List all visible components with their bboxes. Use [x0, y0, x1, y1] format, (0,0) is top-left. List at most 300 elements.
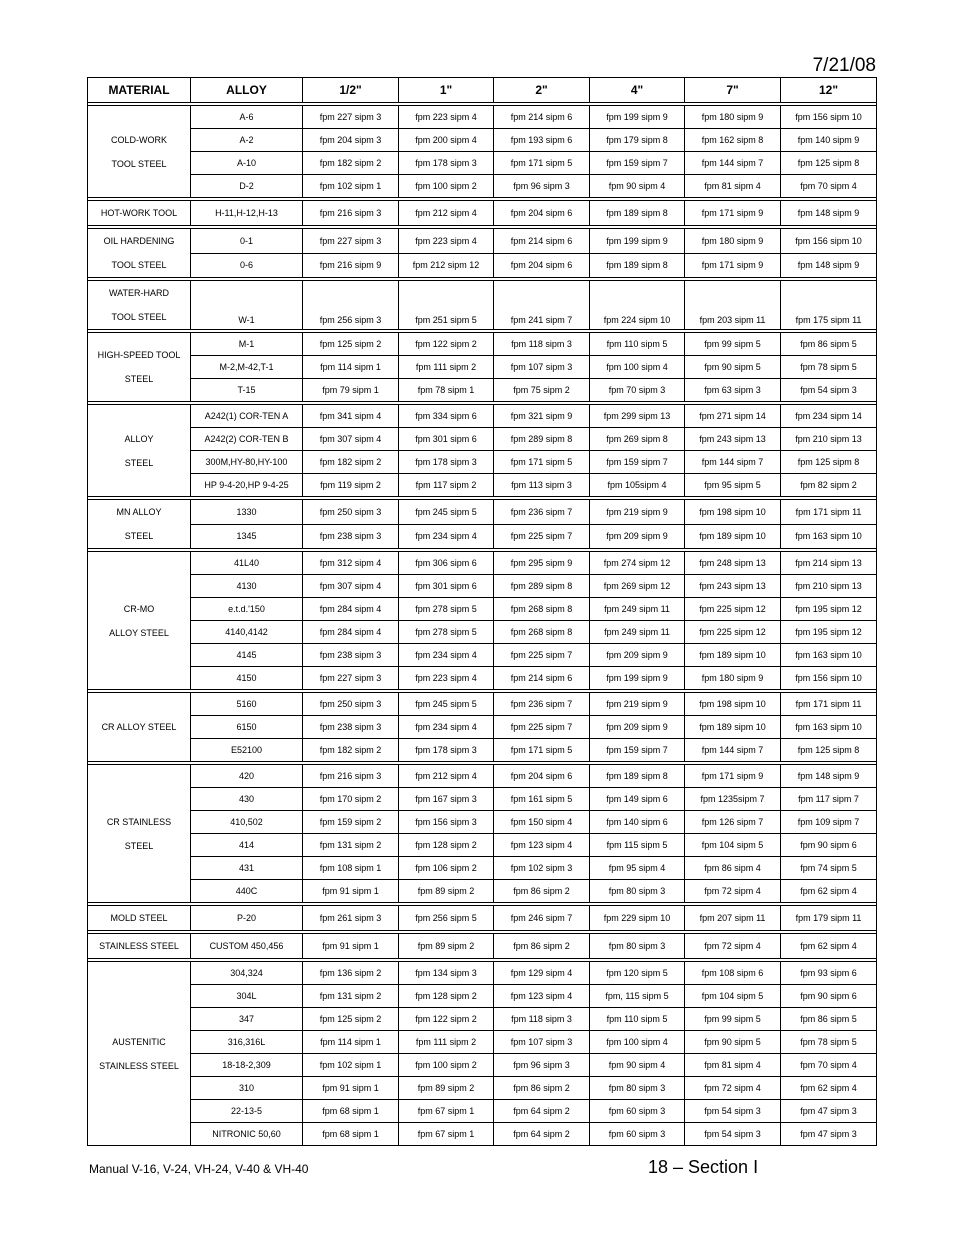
- column-header-2-inch: 2": [494, 78, 590, 103]
- speed-cell: fpm 307 sipm 4: [303, 428, 399, 451]
- table-row: [88, 1077, 877, 1100]
- speed-cell: fpm 171 sipm 9: [685, 253, 781, 278]
- speed-cell: fpm 140 sipm 9: [781, 129, 877, 152]
- speed-cell: fpm 214 sipm 6: [494, 106, 590, 129]
- speed-cell: fpm 225 sipm 7: [494, 644, 590, 667]
- speed-cell: fpm 163 sipm 10: [781, 644, 877, 667]
- speed-cell: fpm 86 sipm 5: [781, 1008, 877, 1031]
- alloy-cell: 310: [191, 1077, 303, 1100]
- alloy-cell: A-6: [191, 106, 303, 129]
- speed-cell: fpm 182 sipm 2: [303, 739, 399, 762]
- speed-cell: fpm 178 sipm 3: [399, 739, 494, 762]
- material-cell: [88, 229, 191, 278]
- speed-cell: fpm 245 sipm 5: [399, 693, 494, 716]
- table-row: [88, 667, 877, 690]
- table-row: [88, 129, 877, 152]
- speed-cell: fpm 102 sipm 1: [303, 1054, 399, 1077]
- footer-page-number: 18 – Section I: [648, 1157, 759, 1177]
- alloy-cell: 304L: [191, 985, 303, 1008]
- speed-cell: fpm 118 sipm 3: [494, 1008, 590, 1031]
- speed-cell: fpm 108 sipm 1: [303, 857, 399, 880]
- speed-cell: fpm 234 sipm 4: [399, 644, 494, 667]
- material-cell: [88, 962, 191, 1146]
- speed-cell: fpm 47 sipm 3: [781, 1100, 877, 1123]
- table-row: [88, 934, 877, 959]
- speed-cell: fpm 199 sipm 9: [590, 667, 685, 690]
- speed-cell: fpm 189 sipm 8: [590, 765, 685, 788]
- speed-cell: fpm 96 sipm 3: [494, 1054, 590, 1077]
- alloy-cell: 4145: [191, 644, 303, 667]
- speed-cell: fpm 117 sipm 2: [399, 474, 494, 497]
- speed-cell: fpm 120 sipm 5: [590, 962, 685, 985]
- speed-cell: fpm 111 sipm 2: [399, 356, 494, 379]
- speed-cell: fpm 99 sipm 5: [685, 333, 781, 356]
- speed-cell: fpm 268 sipm 8: [494, 621, 590, 644]
- speed-cell: fpm 284 sipm 4: [303, 621, 399, 644]
- speed-cell: fpm 189 sipm 10: [685, 716, 781, 739]
- alloy-cell: HP 9-4-20,HP 9-4-25: [191, 474, 303, 497]
- speed-cell: fpm 104 sipm 5: [685, 834, 781, 857]
- speed-cell: fpm 99 sipm 5: [685, 1008, 781, 1031]
- speed-cell: fpm 229 sipm 10: [590, 906, 685, 931]
- speed-cell: fpm 110 sipm 5: [590, 1008, 685, 1031]
- speed-cell: fpm 334 sipm 6: [399, 405, 494, 428]
- speed-cell: fpm 307 sipm 4: [303, 575, 399, 598]
- speed-cell: fpm 91 sipm 1: [303, 1077, 399, 1100]
- table-row: [88, 880, 877, 903]
- speed-cell: fpm 189 sipm 10: [685, 644, 781, 667]
- table-header-row: [88, 78, 877, 103]
- speed-cell: fpm 175 sipm 11: [781, 281, 877, 330]
- speed-cell: fpm 200 sipm 4: [399, 129, 494, 152]
- alloy-cell: 0-1: [191, 229, 303, 254]
- material-name-line: STEEL: [124, 374, 154, 384]
- speed-cell: fpm 90 sipm 5: [685, 356, 781, 379]
- speed-cell: fpm 207 sipm 11: [685, 906, 781, 931]
- table-row: [88, 524, 877, 549]
- speed-cell: fpm 249 sipm 11: [590, 598, 685, 621]
- speed-cell: fpm 234 sipm 4: [399, 524, 494, 549]
- alloy-cell: 300M,HY-80,HY-100: [191, 451, 303, 474]
- alloy-cell: 431: [191, 857, 303, 880]
- alloy-cell: A242(1) COR-TEN A: [191, 405, 303, 428]
- alloy-cell: A242(2) COR-TEN B: [191, 428, 303, 451]
- material-cell: [88, 333, 191, 402]
- material-name-line: COLD-WORK: [111, 134, 167, 145]
- speed-cell: fpm 180 sipm 9: [685, 229, 781, 254]
- table-row: [88, 428, 877, 451]
- table-row: [88, 1123, 877, 1146]
- speed-cell: fpm 126 sipm 7: [685, 811, 781, 834]
- speed-cell: fpm 54 sipm 3: [781, 379, 877, 402]
- speed-cell: fpm 125 sipm 8: [781, 152, 877, 175]
- speed-cell: fpm 90 sipm 6: [781, 985, 877, 1008]
- speed-cell: fpm 278 sipm 5: [399, 598, 494, 621]
- table-row: [88, 333, 877, 356]
- speed-cell: fpm 81 sipm 4: [685, 1054, 781, 1077]
- alloy-cell: CUSTOM 450,456: [191, 934, 303, 959]
- speed-cell: fpm 119 sipm 2: [303, 474, 399, 497]
- speed-cell: fpm 250 sipm 3: [303, 500, 399, 525]
- speed-cell: fpm 72 sipm 4: [685, 934, 781, 959]
- speed-cell: fpm 62 sipm 4: [781, 880, 877, 903]
- speed-cell: fpm 123 sipm 4: [494, 985, 590, 1008]
- table-row: [88, 693, 877, 716]
- speed-cell: fpm 234 sipm 4: [399, 716, 494, 739]
- alloy-cell: 1345: [191, 524, 303, 549]
- speed-cell: fpm 67 sipm 1: [399, 1100, 494, 1123]
- material-name-line: CR ALLOY STEEL: [101, 722, 177, 732]
- table-row: [88, 405, 877, 428]
- table-row: [88, 857, 877, 880]
- cutting-speed-table: [87, 77, 877, 1146]
- speed-cell: fpm 219 sipm 9: [590, 500, 685, 525]
- speed-cell: fpm 219 sipm 9: [590, 693, 685, 716]
- speed-cell: fpm 72 sipm 4: [685, 1077, 781, 1100]
- speed-cell: fpm 341 sipm 4: [303, 405, 399, 428]
- material-name-line: HIGH-SPEED TOOL: [97, 350, 181, 360]
- speed-cell: fpm 212 sipm 4: [399, 201, 494, 226]
- material-cell: [88, 500, 191, 549]
- speed-cell: fpm 64 sipm 2: [494, 1100, 590, 1123]
- speed-cell: fpm 199 sipm 9: [590, 106, 685, 129]
- material-name-line: TOOL STEEL: [111, 312, 167, 322]
- material-name-line: WATER-HARD: [109, 288, 169, 298]
- material-cell: [88, 552, 191, 690]
- speed-cell: fpm 161 sipm 5: [494, 788, 590, 811]
- speed-cell: fpm 163 sipm 10: [781, 716, 877, 739]
- alloy-cell: M-2,M-42,T-1: [191, 356, 303, 379]
- speed-cell: fpm 1235sipm 7: [685, 788, 781, 811]
- speed-cell: fpm 54 sipm 3: [685, 1123, 781, 1146]
- speed-cell: fpm 234 sipm 14: [781, 405, 877, 428]
- material-name-line: MN ALLOY: [116, 507, 162, 517]
- alloy-cell: 5160: [191, 693, 303, 716]
- speed-cell: fpm 209 sipm 9: [590, 716, 685, 739]
- table-row: [88, 1031, 877, 1054]
- speed-cell: fpm 256 sipm 5: [399, 906, 494, 931]
- table-row: [88, 739, 877, 762]
- speed-cell: fpm 90 sipm 4: [590, 175, 685, 198]
- speed-cell: fpm 91 sipm 1: [303, 880, 399, 903]
- speed-cell: fpm 111 sipm 2: [399, 1031, 494, 1054]
- column-header-7-inch: 7": [685, 78, 781, 103]
- speed-cell: fpm 210 sipm 13: [781, 575, 877, 598]
- speed-cell: fpm 74 sipm 5: [781, 857, 877, 880]
- speed-cell: fpm 204 sipm 6: [494, 765, 590, 788]
- speed-cell: fpm 198 sipm 10: [685, 693, 781, 716]
- speed-cell: fpm 204 sipm 6: [494, 253, 590, 278]
- speed-cell: fpm 159 sipm 7: [590, 739, 685, 762]
- material-cell: [88, 693, 191, 762]
- speed-cell: fpm 60 sipm 3: [590, 1123, 685, 1146]
- alloy-cell: 0-6: [191, 253, 303, 278]
- speed-cell: fpm 269 sipm 8: [590, 428, 685, 451]
- speed-cell: fpm 269 sipm 12: [590, 575, 685, 598]
- speed-cell: fpm 156 sipm 10: [781, 106, 877, 129]
- speed-cell: fpm 125 sipm 8: [781, 451, 877, 474]
- speed-cell: fpm 156 sipm 10: [781, 667, 877, 690]
- speed-cell: fpm 214 sipm 6: [494, 667, 590, 690]
- table-row: [88, 474, 877, 497]
- material-cell: [88, 765, 191, 903]
- speed-cell: fpm 216 sipm 9: [303, 253, 399, 278]
- speed-cell: fpm 80 sipm 3: [590, 1077, 685, 1100]
- material-name-line: STEEL: [124, 457, 154, 468]
- alloy-cell: D-2: [191, 175, 303, 198]
- speed-cell: fpm 144 sipm 7: [685, 152, 781, 175]
- material-cell: [88, 106, 191, 198]
- speed-cell: fpm 134 sipm 3: [399, 962, 494, 985]
- speed-cell: fpm 90 sipm 6: [781, 834, 877, 857]
- alloy-cell: 4130: [191, 575, 303, 598]
- speed-cell: fpm 227 sipm 3: [303, 106, 399, 129]
- speed-cell: fpm 128 sipm 2: [399, 985, 494, 1008]
- speed-cell: fpm 189 sipm 8: [590, 253, 685, 278]
- speed-cell: fpm 79 sipm 1: [303, 379, 399, 402]
- speed-cell: fpm 193 sipm 6: [494, 129, 590, 152]
- speed-cell: fpm 47 sipm 3: [781, 1123, 877, 1146]
- table-row: [88, 962, 877, 985]
- speed-cell: fpm 106 sipm 2: [399, 857, 494, 880]
- material-cell: [88, 906, 191, 931]
- column-header-4-inch: 4": [590, 78, 685, 103]
- speed-cell: fpm 109 sipm 7: [781, 811, 877, 834]
- speed-cell: fpm 289 sipm 8: [494, 575, 590, 598]
- speed-cell: fpm 96 sipm 3: [494, 175, 590, 198]
- speed-cell: fpm 178 sipm 3: [399, 152, 494, 175]
- speed-cell: fpm 171 sipm 5: [494, 739, 590, 762]
- table-row: [88, 451, 877, 474]
- speed-cell: fpm 78 sipm 1: [399, 379, 494, 402]
- speed-cell: fpm 89 sipm 2: [399, 934, 494, 959]
- speed-cell: fpm 150 sipm 4: [494, 811, 590, 834]
- speed-cell: fpm 110 sipm 5: [590, 333, 685, 356]
- material-name-line: AUSTENITIC: [112, 1036, 166, 1047]
- speed-cell: fpm 159 sipm 7: [590, 451, 685, 474]
- speed-cell: fpm 70 sipm 4: [781, 1054, 877, 1077]
- speed-cell: fpm 170 sipm 2: [303, 788, 399, 811]
- speed-cell: fpm 70 sipm 4: [781, 175, 877, 198]
- material-name-line: ALLOY STEEL: [109, 627, 169, 638]
- footer-manual-title: Manual V-16, V-24, VH-24, V-40 & VH-40: [89, 1162, 309, 1176]
- alloy-cell: 41L40: [191, 552, 303, 575]
- speed-cell: fpm 78 sipm 5: [781, 1031, 877, 1054]
- alloy-cell: 18-18-2,309: [191, 1054, 303, 1077]
- table-row: [88, 500, 877, 525]
- speed-cell: fpm 249 sipm 11: [590, 621, 685, 644]
- speed-cell: fpm 171 sipm 5: [494, 152, 590, 175]
- speed-cell: fpm 86 sipm 5: [781, 333, 877, 356]
- alloy-cell: A-10: [191, 152, 303, 175]
- speed-cell: fpm 100 sipm 4: [590, 1031, 685, 1054]
- table-row: [88, 379, 877, 402]
- table-row: [88, 552, 877, 575]
- speed-cell: fpm 312 sipm 4: [303, 552, 399, 575]
- speed-cell: fpm 163 sipm 10: [781, 524, 877, 549]
- speed-cell: fpm 284 sipm 4: [303, 598, 399, 621]
- speed-cell: fpm 248 sipm 13: [685, 552, 781, 575]
- speed-cell: fpm 105sipm 4: [590, 474, 685, 497]
- table-row: [88, 644, 877, 667]
- table-row: [88, 1008, 877, 1031]
- column-header-alloy: ALLOY: [191, 78, 303, 103]
- speed-cell: fpm 89 sipm 2: [399, 1077, 494, 1100]
- table-row: [88, 906, 877, 931]
- speed-cell: fpm 159 sipm 2: [303, 811, 399, 834]
- speed-cell: fpm 238 sipm 3: [303, 524, 399, 549]
- speed-cell: fpm 149 sipm 6: [590, 788, 685, 811]
- material-name-line: HOT-WORK TOOL: [100, 208, 178, 218]
- speed-cell: fpm 227 sipm 3: [303, 667, 399, 690]
- column-header-1-inch: 1": [399, 78, 494, 103]
- material-cell: [88, 405, 191, 497]
- speed-cell: fpm 131 sipm 2: [303, 985, 399, 1008]
- speed-cell: fpm 299 sipm 13: [590, 405, 685, 428]
- alloy-cell: 1330: [191, 500, 303, 525]
- speed-cell: fpm 236 sipm 7: [494, 500, 590, 525]
- speed-cell: fpm 80 sipm 3: [590, 880, 685, 903]
- speed-cell: fpm 171 sipm 11: [781, 693, 877, 716]
- document-date: 7/21/08: [812, 55, 876, 76]
- alloy-cell: 4140,4142: [191, 621, 303, 644]
- speed-cell: fpm 178 sipm 3: [399, 451, 494, 474]
- speed-cell: fpm 68 sipm 1: [303, 1100, 399, 1123]
- material-cell: [88, 281, 191, 330]
- table-row: [88, 716, 877, 739]
- speed-cell: fpm 82 sipm 2: [781, 474, 877, 497]
- speed-cell: fpm 204 sipm 3: [303, 129, 399, 152]
- speed-cell: fpm 225 sipm 12: [685, 598, 781, 621]
- material-name-line: STEEL: [124, 840, 154, 851]
- speed-cell: fpm 189 sipm 10: [685, 524, 781, 549]
- speed-cell: fpm 189 sipm 8: [590, 201, 685, 226]
- alloy-cell: 316,316L: [191, 1031, 303, 1054]
- material-name-line: STAINLESS STEEL: [99, 1060, 179, 1071]
- speed-cell: fpm 198 sipm 10: [685, 500, 781, 525]
- speed-cell: fpm 67 sipm 1: [399, 1123, 494, 1146]
- speed-cell: fpm 90 sipm 5: [685, 1031, 781, 1054]
- alloy-cell: H-11,H-12,H-13: [191, 201, 303, 226]
- speed-cell: fpm 136 sipm 2: [303, 962, 399, 985]
- alloy-cell: 22-13-5: [191, 1100, 303, 1123]
- speed-cell: fpm 195 sipm 12: [781, 621, 877, 644]
- speed-cell: fpm 238 sipm 3: [303, 716, 399, 739]
- speed-cell: fpm 199 sipm 9: [590, 229, 685, 254]
- speed-cell: fpm 238 sipm 3: [303, 644, 399, 667]
- alloy-cell: 304,324: [191, 962, 303, 985]
- speed-cell: fpm 171 sipm 9: [685, 765, 781, 788]
- speed-cell: fpm 195 sipm 12: [781, 598, 877, 621]
- speed-cell: fpm 182 sipm 2: [303, 152, 399, 175]
- speed-cell: fpm 225 sipm 7: [494, 716, 590, 739]
- speed-cell: fpm 209 sipm 9: [590, 644, 685, 667]
- speed-cell: fpm 289 sipm 8: [494, 428, 590, 451]
- speed-cell: fpm 148 sipm 9: [781, 201, 877, 226]
- speed-cell: fpm 223 sipm 4: [399, 106, 494, 129]
- speed-cell: fpm 64 sipm 2: [494, 1123, 590, 1146]
- speed-cell: fpm 301 sipm 6: [399, 575, 494, 598]
- speed-cell: fpm 216 sipm 3: [303, 765, 399, 788]
- speed-cell: fpm 60 sipm 3: [590, 1100, 685, 1123]
- speed-cell: fpm 180 sipm 9: [685, 106, 781, 129]
- speed-cell: fpm 274 sipm 12: [590, 552, 685, 575]
- speed-cell: fpm 114 sipm 1: [303, 1031, 399, 1054]
- material-name-line: CR STAINLESS: [106, 816, 172, 827]
- speed-cell: fpm 306 sipm 6: [399, 552, 494, 575]
- speed-cell: fpm 223 sipm 4: [399, 229, 494, 254]
- speed-cell: fpm 167 sipm 3: [399, 788, 494, 811]
- table-row: [88, 1054, 877, 1077]
- alloy-cell: NITRONIC 50,60: [191, 1123, 303, 1146]
- alloy-cell: 410,502: [191, 811, 303, 834]
- alloy-cell: 430: [191, 788, 303, 811]
- speed-cell: fpm 81 sipm 4: [685, 175, 781, 198]
- table-row: [88, 985, 877, 1008]
- speed-cell: fpm 122 sipm 2: [399, 333, 494, 356]
- speed-cell: fpm 214 sipm 6: [494, 229, 590, 254]
- speed-cell: fpm 100 sipm 2: [399, 1054, 494, 1077]
- speed-cell: fpm 278 sipm 5: [399, 621, 494, 644]
- speed-cell: fpm 204 sipm 6: [494, 201, 590, 226]
- speed-cell: fpm 80 sipm 3: [590, 934, 685, 959]
- speed-cell: fpm 245 sipm 5: [399, 500, 494, 525]
- alloy-cell: 420: [191, 765, 303, 788]
- material-name-line: OIL HARDENING: [103, 236, 175, 246]
- table-row: [88, 106, 877, 129]
- table-body: [88, 103, 877, 1146]
- speed-cell: fpm 131 sipm 2: [303, 834, 399, 857]
- table-row: [88, 788, 877, 811]
- speed-cell: fpm 114 sipm 1: [303, 356, 399, 379]
- speed-cell: fpm 91 sipm 1: [303, 934, 399, 959]
- alloy-cell: 4150: [191, 667, 303, 690]
- speed-cell: fpm 100 sipm 4: [590, 356, 685, 379]
- speed-cell: fpm 118 sipm 3: [494, 333, 590, 356]
- speed-cell: fpm 301 sipm 6: [399, 428, 494, 451]
- alloy-cell: 414: [191, 834, 303, 857]
- speed-cell: fpm 216 sipm 3: [303, 201, 399, 226]
- speed-cell: fpm, 115 sipm 5: [590, 985, 685, 1008]
- material-name-line: TOOL STEEL: [111, 158, 167, 169]
- column-header-12-inch: 12": [781, 78, 877, 103]
- speed-cell: fpm 125 sipm 2: [303, 1008, 399, 1031]
- table-row: [88, 281, 877, 330]
- speed-cell: fpm 223 sipm 4: [399, 667, 494, 690]
- alloy-cell: e.t.d.'150: [191, 598, 303, 621]
- alloy-cell: P-20: [191, 906, 303, 931]
- speed-cell: fpm 321 sipm 9: [494, 405, 590, 428]
- speed-cell: fpm 179 sipm 11: [781, 906, 877, 931]
- speed-cell: fpm 72 sipm 4: [685, 880, 781, 903]
- material-name-line: ALLOY: [124, 433, 154, 444]
- speed-cell: fpm 159 sipm 7: [590, 152, 685, 175]
- speed-cell: fpm 225 sipm 12: [685, 621, 781, 644]
- speed-cell: fpm 243 sipm 13: [685, 428, 781, 451]
- speed-cell: fpm 95 sipm 4: [590, 857, 685, 880]
- speed-cell: fpm 75 sipm 2: [494, 379, 590, 402]
- speed-cell: fpm 180 sipm 9: [685, 667, 781, 690]
- material-name-line: MOLD STEEL: [110, 913, 168, 923]
- alloy-cell: 6150: [191, 716, 303, 739]
- speed-cell: fpm 107 sipm 3: [494, 1031, 590, 1054]
- speed-cell: fpm 129 sipm 4: [494, 962, 590, 985]
- speed-cell: fpm 90 sipm 4: [590, 1054, 685, 1077]
- alloy-cell: 440C: [191, 880, 303, 903]
- speed-cell: fpm 104 sipm 5: [685, 985, 781, 1008]
- table-row: [88, 575, 877, 598]
- speed-cell: fpm 144 sipm 7: [685, 739, 781, 762]
